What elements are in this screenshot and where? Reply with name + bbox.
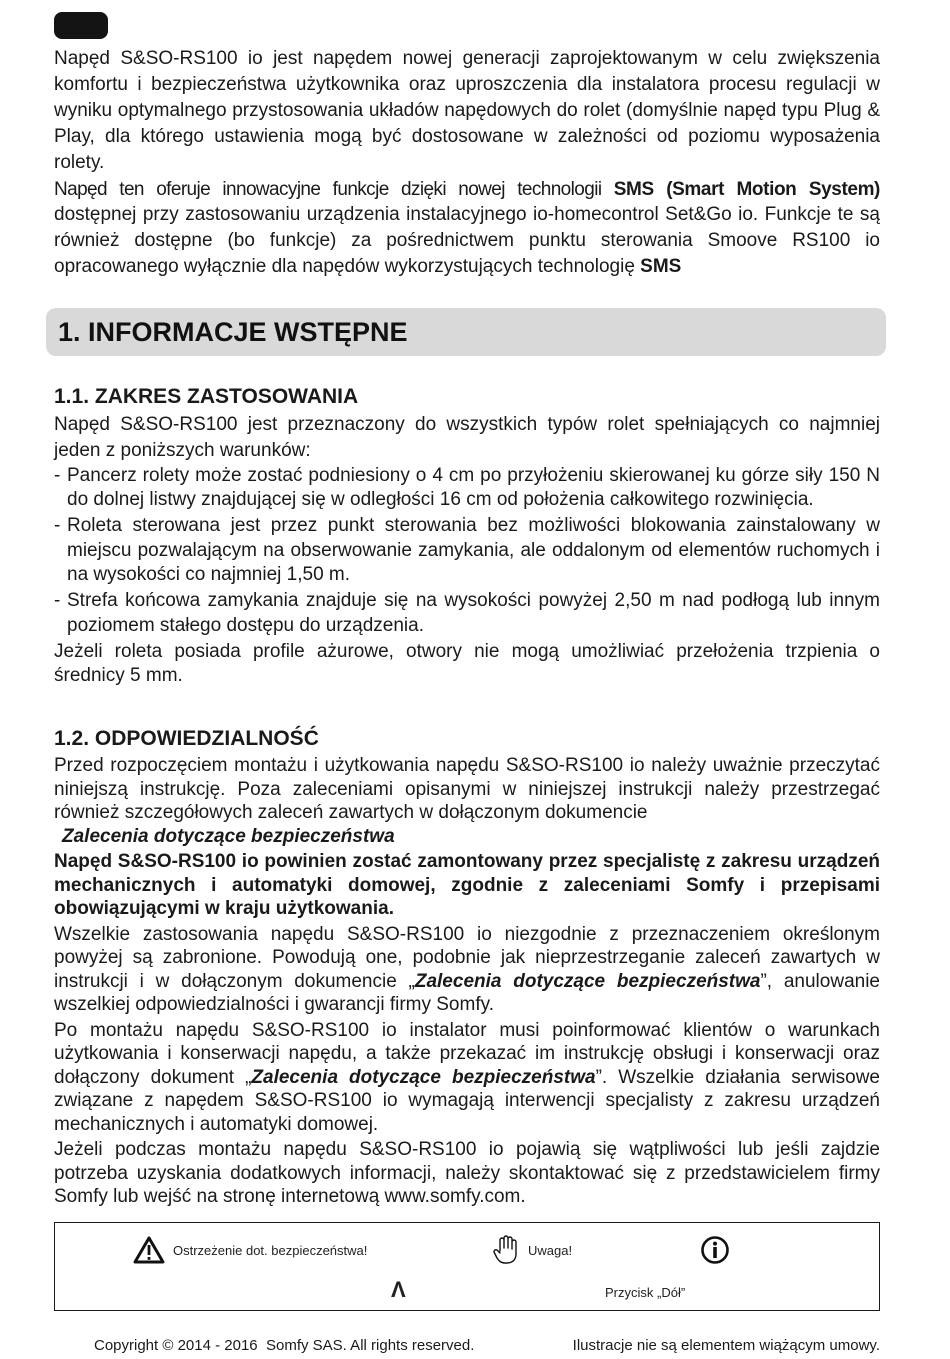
list-dash: -	[54, 590, 61, 612]
scope-tail: Jeżeli roleta posiada profile ażurowe, otwory nie mogą umożliwiać przełożenia trzpienia o średnicy 5 mm.	[54, 640, 880, 687]
responsibility-paragraph-1	[54, 754, 880, 848]
conditions-list	[54, 464, 880, 638]
legend-down-label: Przycisk „Dół”	[605, 1285, 686, 1300]
responsibility-paragraph-2	[54, 850, 880, 921]
responsibility-p3-text: Wszelkie zastosowania napędu S&SO-RS100 io niezgodnie z przeznaczeniem określonym powyżej są zabronione. Powodują one, podobnie jak nieprzestrzeganie zaleceń zawartych w instrukcji i w dołączonym dokumencie „	[54, 923, 880, 992]
intro-p2-text: Napęd ten oferuje innowacyjne funkcje dzięki nowej technologii	[54, 178, 614, 200]
responsibility-p3-text-cont: ”, anulowanie wszelkiej odpowiedzialności i gwarancji firmy Somfy.	[54, 970, 880, 1015]
responsibility-p1-text: Przed rozpoczęciem montażu i użytkowania napędu S&SO-RS100 io należy uważnie przeczytać niniejszą instrukcję. Poza zaleceniami opisanymi w niniejszej instrukcji należy przestrzegać również szczegółowych zaleceń zawartych w dołączonym dokumencie	[54, 755, 880, 823]
responsibility-section	[54, 726, 880, 1209]
legend-info	[700, 1235, 730, 1265]
language-tab	[54, 12, 108, 39]
responsibility-heading: 1.2. ODPOWIEDZIALNOŚĆ	[54, 727, 319, 750]
safety-doc-title: Zalecenia dotyczące bezpieczeństwa	[62, 825, 395, 847]
scope-section	[54, 384, 880, 688]
list-item	[54, 514, 880, 587]
warning-triangle-icon	[133, 1236, 165, 1264]
intro-p2-text-cont: dostępnej przy zastosowaniu urządzenia instalacyjnego io-homecontrol Set&Go io. Funkcje te są również dostępne (bo funkcje) za pośrednictwem punktu sterowania Smoove RS100 io opracowanego wyłącznie dla napędów wykorzystujących technologię	[54, 204, 880, 278]
down-button-symbol: Λ	[391, 1277, 406, 1302]
list-item	[54, 589, 880, 638]
disclaimer-text: Ilustracje nie są elementem wiążącym umowy.	[572, 1337, 880, 1354]
info-circle-icon	[700, 1235, 730, 1265]
list-item	[54, 464, 880, 513]
hand-icon	[492, 1235, 520, 1265]
responsibility-paragraph-4	[54, 1019, 880, 1137]
intro-paragraph-2	[54, 177, 880, 281]
intro-section	[54, 46, 880, 280]
safety-doc-title: Zalecenia dotyczące bezpieczeństwa	[414, 970, 761, 992]
page-footer	[94, 1337, 880, 1354]
symbol-legend	[54, 1222, 880, 1311]
legend-hand-label: Uwaga!	[528, 1242, 573, 1258]
list-item-text: Pancerz rolety może zostać podniesiony o 4 cm po przyłożeniu skierowanej ku górze siły 150 N do dolnej listwy znajdującej się w odległości 16 cm od położenia całkowitego rozwinięcia.	[67, 464, 880, 511]
scope-lead: Napęd S&SO-RS100 jest przeznaczony do wszystkich typów rolet spełniających co najmniej jeden z poniższych warunków:	[54, 414, 880, 461]
section-title: 1. INFORMACJE WSTĘPNE	[58, 316, 408, 347]
copyright-text: Copyright © 2014 - 2016 Somfy SAS. All rights reserved.	[94, 1337, 475, 1354]
list-dash: -	[54, 464, 61, 486]
installer-requirement: Napęd S&SO-RS100 io powinien zostać zamontowany przez specjalistę z zakresu urządzeń mechanicznych i automatyki domowej, zgodnie z zaleceniami Somfy i przepisami obowiązującymi w kraju użytkowania.	[54, 851, 880, 919]
safety-doc-title: Zalecenia dotyczące bezpieczeństwa	[251, 1066, 596, 1088]
responsibility-p4-text-cont: ”. Wszelkie działania serwisowe związane z napędem S&SO-RS100 io wymagają interwencji specjalisty z zakresu urządzeń mechanicznych i automatyki domowej.	[54, 1066, 880, 1135]
list-item-text: Strefa końcowa zamykania znajduje się na wysokości powyżej 2,50 m nad podłogą lub innym poziomem stałego dostępu do urządzenia.	[67, 590, 880, 636]
legend-hand	[492, 1235, 572, 1265]
list-dash: -	[54, 515, 61, 537]
list-item-text: Roleta sterowana jest przez punkt sterowania bez możliwości blokowania zainstalowany w miejscu pozwalającym na obserwowanie zamykania, ale oddalonym od elementów ruchomych i na wysokości co najmniej 1,50 m.	[67, 515, 880, 585]
section-banner	[46, 308, 886, 356]
responsibility-p4-text: Po montażu napędu S&SO-RS100 io instalator musi poinformować klientów o warunkach użytkowania i konserwacji napędu, a także przekazać im instrukcję obsługi i konserwacji oraz dołączony dokument „	[54, 1019, 880, 1088]
sms-term: SMS (Smart Motion System)	[613, 178, 880, 200]
legend-warning-label: Ostrzeżenie dot. bezpieczeństwa!	[173, 1242, 368, 1258]
scope-heading: 1.1. ZAKRES ZASTOSOWANIA	[54, 385, 359, 408]
intro-paragraph-1: Napęd S&SO-RS100 io jest napędem nowej generacji zaprojektowanym w celu zwiększenia komfortu i bezpieczeństwa użytkownika oraz uproszczenia dla instalatora procesu regulacji w wyniku optymalnego przystosowania układów napędowych do rolet (domyślnie napęd typu Plug & Play, dla którego ustawienia mogą być dostosowane w zależności od poziomu wyposażenia rolety.	[54, 48, 880, 173]
responsibility-paragraph-3	[54, 923, 880, 1017]
legend-warning	[133, 1236, 367, 1264]
responsibility-paragraph-5: Jeżeli podczas montażu napędu S&SO-RS100 io pojawią się wątpliwości lub jeśli zajdzie potrzeba uzyskania dodatkowych informacji, należy skontaktować się z przedstawicielem firmy Somfy lub wejść na stronę internetową www.somfy.com.	[54, 1139, 880, 1207]
sms-abbrev: SMS	[640, 256, 682, 278]
